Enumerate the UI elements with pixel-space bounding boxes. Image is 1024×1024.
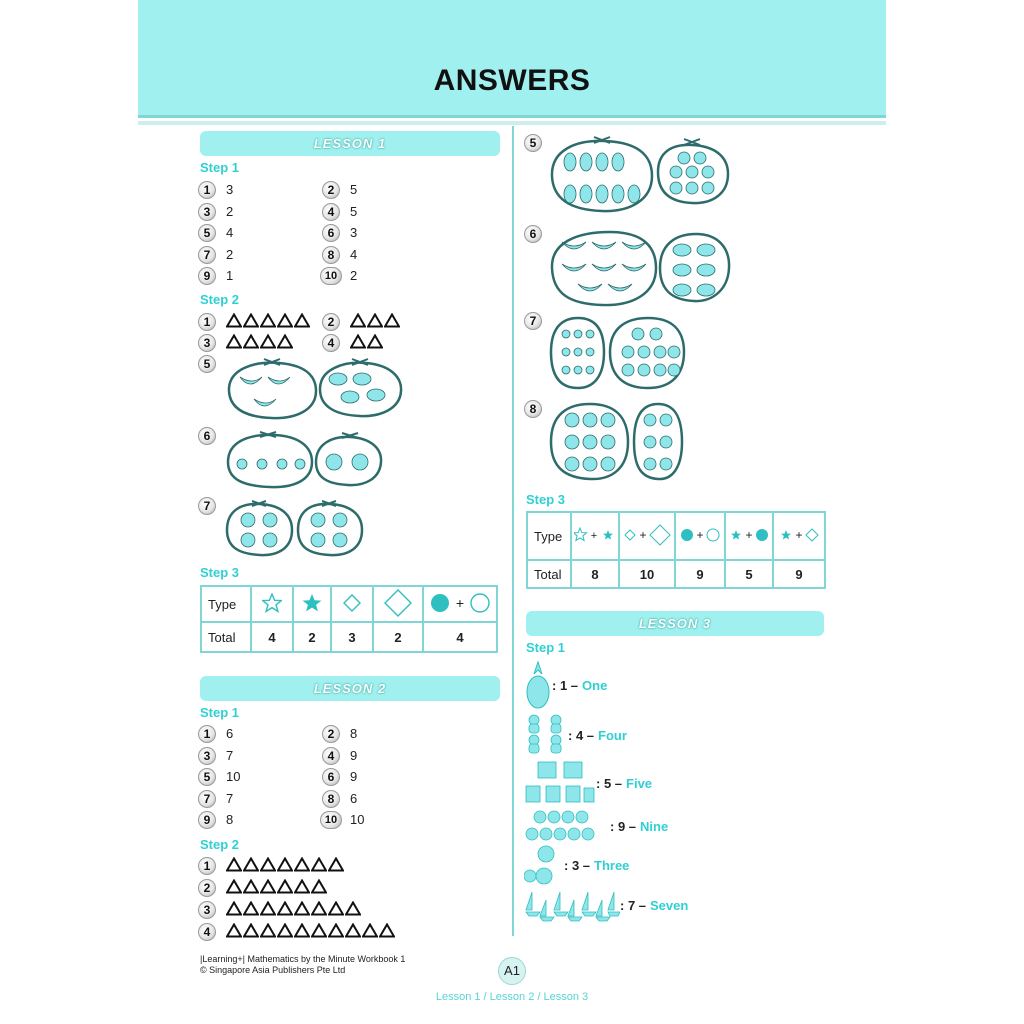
triangle-icon xyxy=(311,923,327,938)
table-total-value: 2 xyxy=(373,622,423,652)
question-number: 10 xyxy=(320,811,342,829)
lesson-2-step-2-label: Step 2 xyxy=(200,837,240,852)
triangle-icon xyxy=(260,901,276,916)
table-total-label: Total xyxy=(527,560,571,588)
filled-star-icon xyxy=(293,586,331,622)
triangle-icon xyxy=(277,313,293,328)
lesson-3-word: Three xyxy=(594,857,630,873)
lesson-3-item xyxy=(524,888,688,922)
triangle-icon xyxy=(328,923,344,938)
banana-groups-drawing xyxy=(224,355,404,421)
answer-value: 8 xyxy=(226,812,234,827)
triangle-icon xyxy=(328,901,344,916)
lesson-3-step-1-label: Step 1 xyxy=(526,640,566,655)
lesson-2-step-2-number: 4 xyxy=(198,923,216,941)
triangle-icon xyxy=(226,313,242,328)
lesson-3-item xyxy=(524,760,652,806)
question-number: 9 xyxy=(198,267,216,285)
toy-train-icon xyxy=(524,760,596,806)
lesson-3-word: Four xyxy=(598,727,627,743)
answer-value: 4 xyxy=(350,246,358,262)
triangle-icon xyxy=(260,879,276,894)
lesson-2-step-2-q2-triangles xyxy=(226,879,327,894)
lesson-1-step-2-q2-triangles xyxy=(350,313,400,328)
lesson-2-step-3-label: Step 3 xyxy=(526,492,566,507)
answer-value: 10 xyxy=(226,769,241,784)
table-total-value: 4 xyxy=(251,622,293,652)
triangle-icon xyxy=(311,857,327,872)
pineapple-icon xyxy=(524,660,552,710)
answer-value: 4 xyxy=(226,225,234,240)
question-number: 5 xyxy=(198,768,216,786)
lesson-1-step-2-label: Step 2 xyxy=(200,292,240,307)
triangle-icon xyxy=(260,313,276,328)
lesson-1-step-2-number: 1 xyxy=(198,313,216,331)
page-title: ANSWERS xyxy=(433,64,591,97)
svg-text:+: + xyxy=(696,527,704,542)
question-number: 10 xyxy=(320,267,342,285)
triangle-icon xyxy=(243,879,259,894)
triangle-icon xyxy=(277,901,293,916)
question-number: 4 xyxy=(322,203,340,221)
question-number: 8 xyxy=(322,246,340,264)
lesson-3-count: : 5 – xyxy=(596,775,623,791)
answer-value: 7 xyxy=(226,790,234,806)
answer-value: 8 xyxy=(350,726,358,741)
triangle-icon xyxy=(243,857,259,872)
svg-text:+: + xyxy=(590,529,598,542)
triangle-icon xyxy=(311,879,327,894)
table-total-value: 10 xyxy=(619,560,675,588)
svg-text:+: + xyxy=(455,594,465,611)
teddy-bear-icon xyxy=(524,713,568,757)
triangle-icon xyxy=(350,334,366,349)
lesson-1-step-2-q4-triangles xyxy=(350,334,383,349)
small-diamond-icon xyxy=(331,586,373,622)
answer-value: 3 xyxy=(350,225,358,240)
lesson-3-header: LESSON 3 xyxy=(526,611,824,636)
lesson-1-step-2-number: 3 xyxy=(198,334,216,352)
lesson-1-step-3-label: Step 3 xyxy=(200,565,240,580)
lesson-2-step-1-label: Step 1 xyxy=(200,705,240,720)
lesson-3-item xyxy=(524,808,668,844)
lesson-2-step-2-number: 3 xyxy=(198,901,216,919)
answer-value: 1 xyxy=(226,268,234,283)
star-pair-icon xyxy=(571,512,619,560)
banana-leaf-groups-drawing xyxy=(548,224,734,310)
lesson-1-step-1-label: Step 1 xyxy=(200,160,240,175)
triangle-icon xyxy=(260,857,276,872)
lesson-3-count: : 3 – xyxy=(564,857,591,873)
triangle-icon xyxy=(367,313,383,328)
question-number: 5 xyxy=(198,224,216,242)
lesson-2-step-2-number: 6 xyxy=(524,225,542,243)
header-shadow xyxy=(138,121,886,125)
table-total-value: 4 xyxy=(423,622,497,652)
triangle-icon xyxy=(367,334,383,349)
pineapple-strawberry-groups-drawing xyxy=(548,134,734,214)
table-total-value: 8 xyxy=(571,560,619,588)
answer-value: 7 xyxy=(226,747,234,763)
question-number: 3 xyxy=(198,203,216,221)
triangle-icon xyxy=(345,923,361,938)
page-number-badge: A1 xyxy=(498,957,526,985)
triangle-icon xyxy=(243,334,259,349)
question-number: 9 xyxy=(198,811,216,829)
question-number: 6 xyxy=(322,224,340,242)
lesson-2-step-2-number: 8 xyxy=(524,400,542,418)
lesson-3-item xyxy=(524,660,607,710)
question-number: 8 xyxy=(322,790,340,808)
star-circle-pair-icon xyxy=(725,512,773,560)
lesson-3-count: : 1 – xyxy=(552,677,579,693)
triangle-icon xyxy=(277,879,293,894)
triangle-icon xyxy=(243,901,259,916)
lesson-2-step-2-number: 5 xyxy=(524,134,542,152)
table-total-value: 9 xyxy=(675,560,725,588)
answer-value: 2 xyxy=(226,203,234,219)
triangle-icon xyxy=(294,923,310,938)
answer-value: 2 xyxy=(226,246,234,262)
triangle-icon xyxy=(379,923,395,938)
lesson-1-step-2-q3-triangles xyxy=(226,334,293,349)
lesson-3-count: : 4 – xyxy=(568,727,595,743)
triangle-icon xyxy=(243,923,259,938)
answer-value: 5 xyxy=(350,182,358,197)
lesson-2-step-2-q1-triangles xyxy=(226,857,344,872)
question-number: 7 xyxy=(198,246,216,264)
svg-text:+: + xyxy=(639,527,647,542)
circles-pair-icon xyxy=(423,586,497,622)
lesson-3-word: Seven xyxy=(650,897,689,913)
lesson-1-step-2-number: 2 xyxy=(322,313,340,331)
fruit-groups-drawing xyxy=(224,428,394,492)
svg-text:+: + xyxy=(745,527,753,542)
lesson-3-word: Five xyxy=(626,775,653,791)
footer-copyright: © Singapore Asia Publishers Pte Ltd xyxy=(200,965,346,975)
triangle-icon xyxy=(260,923,276,938)
question-number: 1 xyxy=(198,181,216,199)
question-number: 7 xyxy=(198,790,216,808)
answer-value: 6 xyxy=(226,726,234,741)
lesson-2-step-2-number: 1 xyxy=(198,857,216,875)
triangle-icon xyxy=(226,923,242,938)
lesson-2-step-2-q4-triangles xyxy=(226,923,395,938)
triangle-icon xyxy=(226,879,242,894)
apple-groups-drawing xyxy=(224,498,374,560)
lesson-3-item xyxy=(524,844,629,886)
triangle-icon xyxy=(277,857,293,872)
lesson-1-step-2-number: 5 xyxy=(198,355,216,373)
orange-groups-drawing xyxy=(548,398,698,484)
triangle-icon xyxy=(260,334,276,349)
triangle-icon xyxy=(277,923,293,938)
triangle-icon xyxy=(294,901,310,916)
lesson-1-header: LESSON 1 xyxy=(200,131,500,156)
triangle-icon xyxy=(294,857,310,872)
question-number: 6 xyxy=(322,768,340,786)
triangle-icon xyxy=(350,313,366,328)
lesson-1-step-2-q1-triangles xyxy=(226,313,310,328)
triangle-icon xyxy=(345,901,361,916)
table-total-value: 2 xyxy=(293,622,331,652)
question-number: 3 xyxy=(198,747,216,765)
page-header xyxy=(138,0,886,118)
answer-value: 9 xyxy=(350,769,358,784)
question-number: 4 xyxy=(322,747,340,765)
table-type-label: Type xyxy=(527,512,571,560)
star-diamond-pair-icon xyxy=(773,512,825,560)
triangle-icon xyxy=(243,313,259,328)
triangle-icon xyxy=(226,901,242,916)
answer-value: 3 xyxy=(226,182,234,197)
column-divider xyxy=(512,126,514,936)
triangle-icon xyxy=(311,901,327,916)
circle-pair-icon xyxy=(675,512,725,560)
footer-lessons: Lesson 1 / Lesson 2 / Lesson 3 xyxy=(435,991,589,1003)
lesson-3-word: One xyxy=(582,677,608,693)
answers-page xyxy=(138,0,886,1024)
lesson-2-step-3-table xyxy=(526,511,826,589)
triangle-icon xyxy=(226,334,242,349)
lesson-2-step-2-number: 7 xyxy=(524,312,542,330)
table-total-label: Total xyxy=(201,622,251,652)
lesson-3-count: : 7 – xyxy=(620,897,647,913)
triangle-icon xyxy=(328,857,344,872)
lesson-1-step-3-table xyxy=(200,585,498,653)
lesson-2-step-2-q3-triangles xyxy=(226,901,361,916)
table-total-value: 9 xyxy=(773,560,825,588)
answer-value: 9 xyxy=(350,747,358,763)
answer-value: 10 xyxy=(350,812,365,827)
triangle-icon xyxy=(294,313,310,328)
strawberry-icon xyxy=(524,808,610,844)
triangle-icon xyxy=(226,857,242,872)
diamond-pair-icon xyxy=(619,512,675,560)
triangle-icon xyxy=(384,313,400,328)
triangle-icon xyxy=(277,334,293,349)
cherry-apple-groups-drawing xyxy=(548,312,698,392)
triangle-icon xyxy=(362,923,378,938)
lesson-1-step-2-number: 6 xyxy=(198,427,216,445)
question-number: 2 xyxy=(322,181,340,199)
triangle-icon xyxy=(294,879,310,894)
lesson-1-step-2-number: 7 xyxy=(198,497,216,515)
lesson-1-step-2-number: 4 xyxy=(322,334,340,352)
ball-icon xyxy=(524,844,564,886)
svg-text:+: + xyxy=(795,527,803,542)
answer-value: 5 xyxy=(350,203,358,219)
lesson-3-word: Nine xyxy=(640,818,669,834)
table-type-label: Type xyxy=(201,586,251,622)
lesson-2-header: LESSON 2 xyxy=(200,676,500,701)
lesson-3-item xyxy=(524,713,627,757)
question-number: 1 xyxy=(198,725,216,743)
large-diamond-icon xyxy=(373,586,423,622)
sailboat-icon xyxy=(524,888,620,922)
lesson-2-step-2-number: 2 xyxy=(198,879,216,897)
hollow-star-icon xyxy=(251,586,293,622)
table-total-value: 3 xyxy=(331,622,373,652)
answer-value: 6 xyxy=(350,790,358,806)
lesson-3-count: : 9 – xyxy=(610,818,637,834)
footer-book-title: |Learning+| Mathematics by the Minute Workbook 1 xyxy=(200,954,406,964)
answer-value: 2 xyxy=(350,268,358,283)
table-total-value: 5 xyxy=(725,560,773,588)
question-number: 2 xyxy=(322,725,340,743)
